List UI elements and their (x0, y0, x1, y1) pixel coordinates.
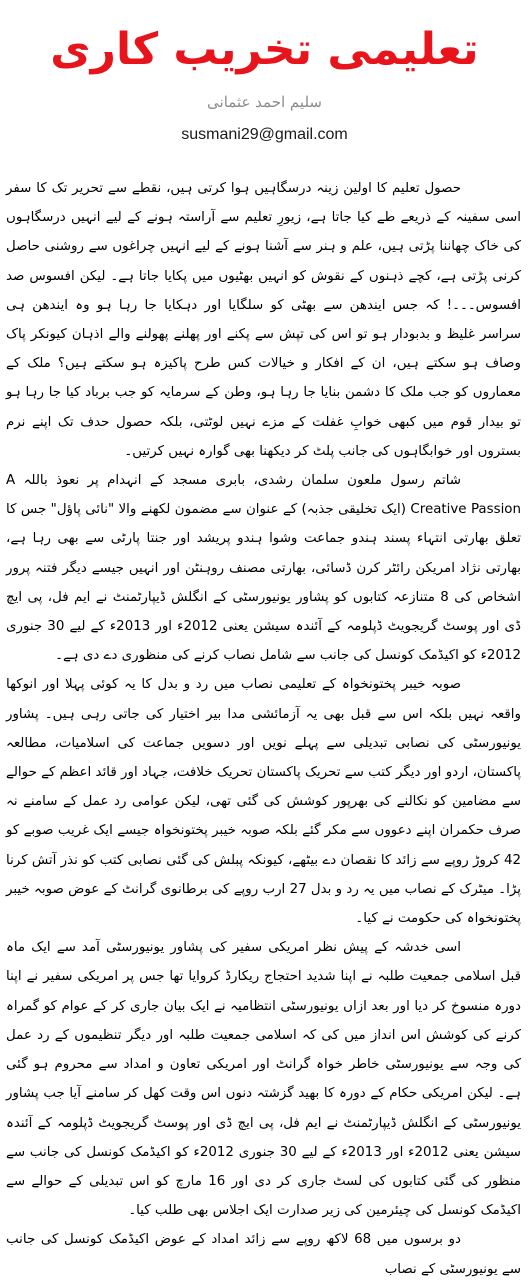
paragraph-1: حصول تعلیم کا اولین زینہ درسگاہیں ہوا کرتی ہیں، نقطے سے تحریر تک کا سفر اسی سفینہ کے ذریعے طے کیا جاتا ہے، زیورِ تعلیم سے آراستہ ہونے کے لیے انہیں درسگاہوں کی خاک چھاننا پڑتی ہیں، علم و ہنر سے آشنا ہونے کے لیے انہیں چراغوں سے روشنی حاصل کرنی پڑتی ہے، کچے ذہنوں کے نقوش کو انہیں بھٹیوں میں پکایا جاتا ہے۔ لیکن افسوس صد افسوس۔۔۔! کہ جس ایندھن سے بھٹی کو سلگایا اور دہکایا جا رہا ہو وہ ایندھن ہی سراسر غلیظ و بدبودار ہو تو اس کی تپش سے پکنے اور پھلنے پھولنے والے اذہان کیونکر پاک وصاف ہو سکتے ہیں، ان کے افکار و خیالات کس طرح پاکیزہ ہو سکتے ہیں؟ ملک کے معماروں کو جب ملک کا دشمن بنایا جا رہا ہو، وطن کے سرمایہ کو جب برباد کیا جا رہا ہو تو بیدار قوم میں کبھی خوابِ غفلت کے مزے نہیں لوٹتی، بلکہ حصول حدف تک اپنے نرم بستروں اور خوابگاہوں کی جانب پلٹ کر دیکھنا بھی گوارہ نہیں کرتیں۔ (6, 181, 521, 459)
paragraph-4: اسی خدشہ کے پیش نظر امریکی سفیر کی پشاور یونیورسٹی آمد سے ایک ماہ قبل اسلامی جمعیت طلبہ نے اپنا شدید احتجاج ریکارڈ کروایا تھا جس پر امریکی سفیر نے اپنا دورہ منسوخ کر دیا اور بعد ازاں یونیورسٹی انتظامیہ نے ایک بیان جاری کر کے عوام کو گمراہ کرنے کی کوشش اس انداز میں کی کہ اسلامی جمعیت طلبہ اور دیگر تنظیموں کے رد عمل کی وجہ سے یونیورسٹی خاطر خواہ گرانٹ اور امریکی تعاون و امداد سے محروم ہو گئی ہے۔ لیکن امریکی حکام کے دورہ کا بھید گزشتہ دنوں اس وقت کھل کر سامنے آیا جب پشاور یونیورسٹی کے انگلش ڈیپارٹمنٹ نے ایم فل، پی ایچ ڈی اور پوسٹ گریجویٹ ڈپلومہ کے آئندہ سیشن یعنی 2012ء اور 2013ء کے لیے 30 جنوری 2012ء کو اکیڈمک کونسل کی جانب سے منظور کی گئی کتابوں کی لسٹ جاری کر دی اور 16 مارچ کو اس تبدیلی کے حوالے سے اکیڈمک کونسل کی چیئرمین کی زیر صدارت ایک اجلاس بھی طلب کیا۔ (6, 940, 521, 1219)
article-title: تعلیمی تخریب کاری (50, 24, 479, 75)
author-email: susmani29@gmail.com (181, 126, 348, 143)
paragraph-2: شاتم رسول ملعون سلمان رشدی، بابری مسجد کے انہدام پر نعوذ باللہ A Creative Passion (ایک تخلیقی جذبہ) کے عنوان سے مضمون لکھنے والا "نائی پاؤل" جس کا تعلق بھارتی انتہاء پسند ہندو جماعت وشوا ہندو پریشد اور جنتا پارٹی سے بھی رہا ہے، بھارتی نژاد امریکن رائٹر کرن ڈسائی، بھارتی مصنف روہنٹن اور انہیں جیسے دیگر فتنہ پرور اشخاص کی 8 متنازعہ کتابوں کو پشاور یونیورسٹی کے انگلش ڈیپارٹمنٹ نے ایم فل، پی ایچ ڈی اور پوسٹ گریجویٹ ڈپلومہ کے آئندہ سیشن یعنی 2012ء اور 2013ء کے لیے 30 جنوری 2012ء کو اکیڈمک کونسل کی جانب سے شامل نصاب کرنے کی منظوری دے دی ہے۔ (6, 473, 521, 664)
article-page (0, 22, 529, 1280)
author-signature: سلیم احمد عثمانی (207, 93, 322, 111)
article-body (0, 174, 529, 1284)
paragraph-3: صوبہ خیبر پختونخواہ کے تعلیمی نصاب میں رد و بدل کا یہ کوئی پہلا اور انوکھا واقعہ نہیں بلکہ اس سے قبل بھی یہ آزمائشی مدا بیر اختیار کی جاتی رہی ہیں۔ پشاور یونیورسٹی کی نصابی تبدیلی سے پہلے نویں اور دسویں جماعت کی اسلامیات، مطالعہ پاکستان، اردو اور دیگر کتب سے تحریک پاکستان تحریک خلافت، جہاد اور قائد اعظم کے حوالے سے مضامین کو نکالنے کی بھرپور کوشش کی گئی تھی، لیکن عوامی رد عمل کے سامنے نہ صرف حکمران اپنے دعووں سے مکر گئے بلکہ صوبہ خیبر پختونخواہ جیسے ایک غریب صوبے کو 42 کروڑ روپے سے زائد کا نقصان دے بیٹھے، کیونکہ پبلش کی گئی نصابی کتب کو نذر آتش کرنا پڑا۔ میٹرک کے نصاب میں یہ رد و بدل 27 ارب روپے کی برطانوی گرانٹ کے عوض صوبہ خیبر پختونخواہ کی حکومت نے کیا۔ (6, 677, 521, 927)
paragraph-5: دو برسوں میں 68 لاکھ روپے سے زائد امداد کے عوض اکیڈمک کونسل کی جانب سے یونیورسٹی کے نصاب (6, 1232, 521, 1277)
